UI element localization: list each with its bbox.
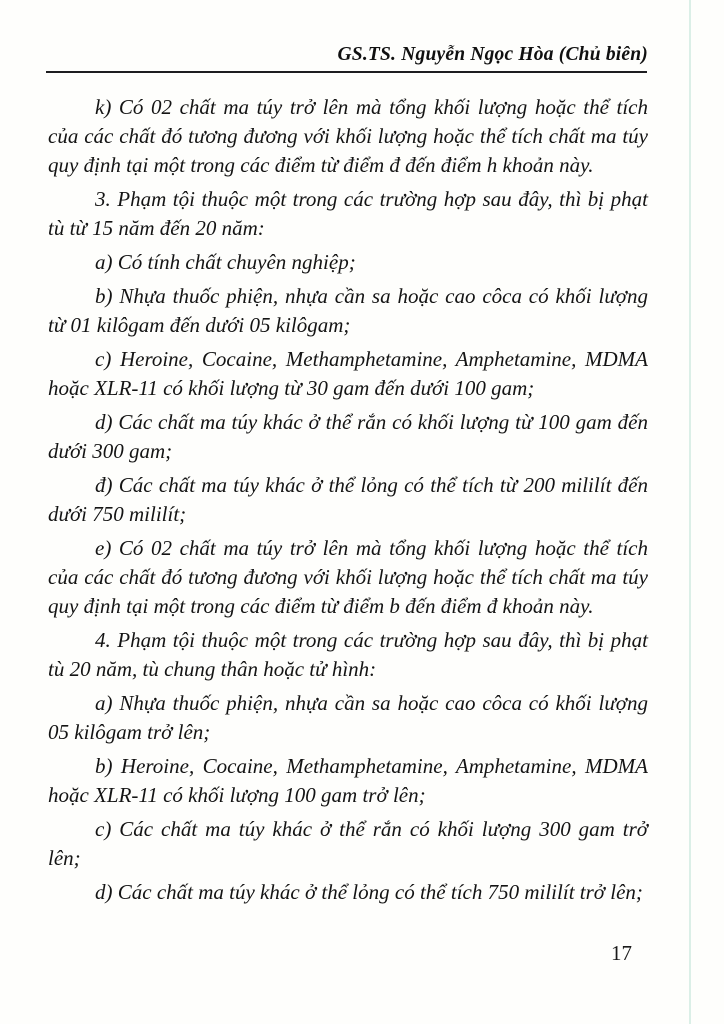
paragraph: đ) Các chất ma túy khác ở thể lỏng có thể tích từ 200 mililít đến dưới 750 mililít; bbox=[48, 473, 648, 526]
paragraph: 3. Phạm tội thuộc một trong các trường hợp sau đây, thì bị phạt tù từ 15 năm đến 20 năm: bbox=[48, 187, 648, 240]
paragraph: a) Nhựa thuốc phiện, nhựa cần sa hoặc cao côca có khối lượng 05 kilôgam trở lên; bbox=[48, 691, 648, 744]
paragraph: d) Các chất ma túy khác ở thể lỏng có thể tích 750 mililít trở lên; bbox=[95, 880, 643, 904]
paragraph: k) Có 02 chất ma túy trở lên mà tổng khối lượng hoặc thể tích của các chất đó tương đương với khối lượng hoặc thể tích chất ma túy quy định tại một trong các điểm từ điểm đ đến điểm h khoản này. bbox=[48, 95, 648, 177]
running-header bbox=[48, 44, 648, 66]
header-rule bbox=[46, 71, 647, 73]
paragraph: c) Heroine, Cocaine, Methamphetamine, Amphetamine, MDMA hoặc XLR-11 có khối lượng từ 30 gam đến dưới 100 gam; bbox=[48, 347, 648, 400]
paragraph: e) Có 02 chất ma túy trở lên mà tổng khối lượng hoặc thể tích của các chất đó tương đương với khối lượng hoặc thể tích chất ma túy quy định tại một trong các điểm từ điểm b đến điểm đ khoản này. bbox=[48, 536, 648, 618]
paragraph: b) Nhựa thuốc phiện, nhựa cần sa hoặc cao côca có khối lượng từ 01 kilôgam đến dưới 05 kilôgam; bbox=[48, 284, 648, 337]
paragraph: 4. Phạm tội thuộc một trong các trường hợp sau đây, thì bị phạt tù 20 năm, tù chung thân hoặc tử hình: bbox=[48, 628, 648, 681]
paragraph: d) Các chất ma túy khác ở thể rắn có khối lượng từ 100 gam đến dưới 300 gam; bbox=[48, 410, 648, 463]
paragraph: a) Có tính chất chuyên nghiệp; bbox=[95, 250, 356, 274]
document-body bbox=[48, 93, 648, 912]
page-number: 17 bbox=[611, 941, 632, 965]
scan-edge-line bbox=[689, 0, 691, 1024]
header-author: GS.TS. Nguyễn Ngọc Hòa (Chủ biên) bbox=[337, 44, 648, 65]
paragraph: b) Heroine, Cocaine, Methamphetamine, Amphetamine, MDMA hoặc XLR-11 có khối lượng 100 gam trở lên; bbox=[48, 754, 648, 807]
paragraph: c) Các chất ma túy khác ở thể rắn có khối lượng 300 gam trở lên; bbox=[48, 817, 648, 870]
